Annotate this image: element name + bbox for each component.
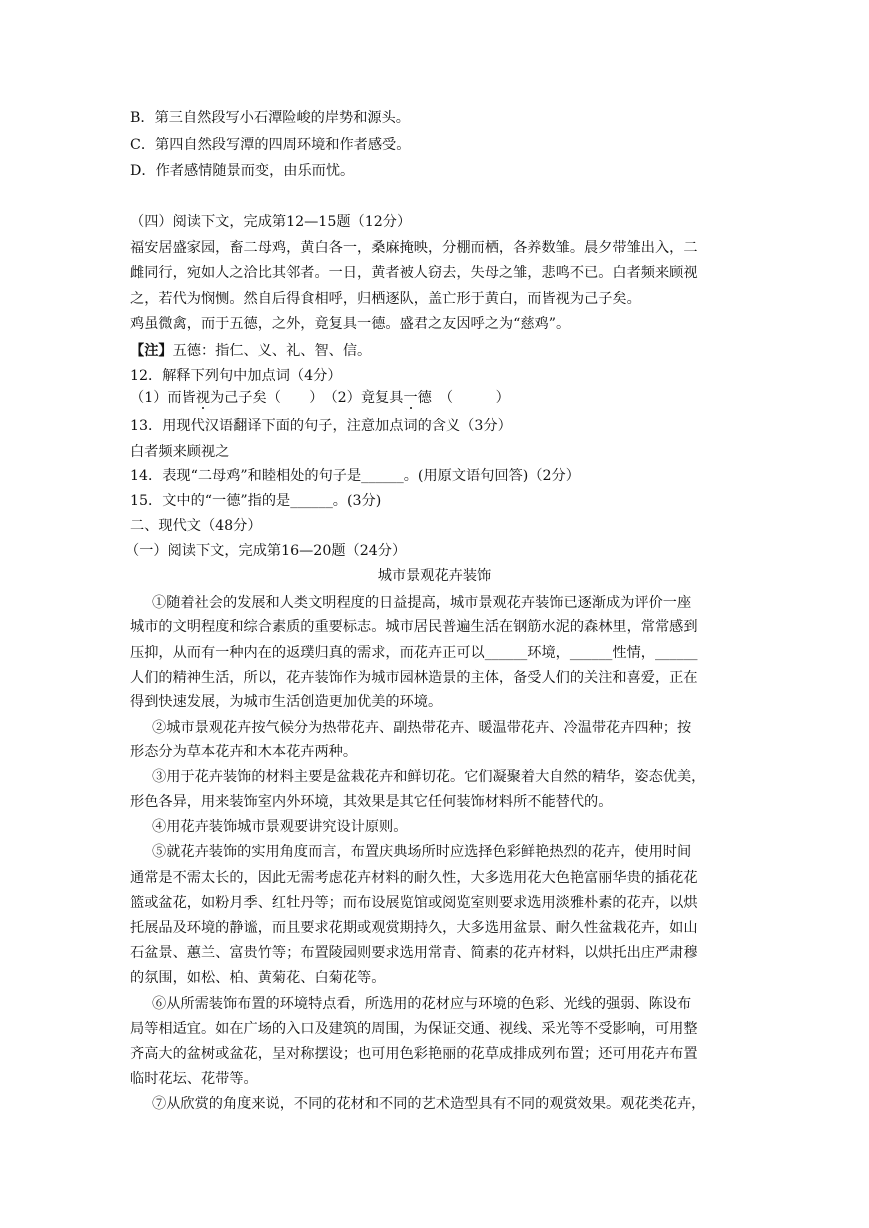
dotted-word-1: 视 [195,390,210,406]
article-line: 临时花坛、花带等。 [130,1071,258,1087]
article-line: ④用花卉装饰城市景观要讲究设计原则。 [152,819,408,835]
question-12: 12．解释下列句中加点词（4分） [130,368,342,384]
option-d: D．作者感情随景而变，由乐而忧。 [130,163,355,179]
section4-heading: （四）阅读下文，完成第12—15题（12分） [130,214,412,230]
note-label: 【注】 [130,343,173,359]
article-line: ②城市景观花卉按气候分为热带花卉、副热带花卉、暖温带花卉、冷温带花卉四种；按 [152,720,692,736]
question-13-sentence: 白者频来顾视之 [130,444,230,460]
passage-line: 雌同行，宛如人之洽比其邻者。一日，黄者被人窃去，失母之雏，悲鸣不已。白者频来顾视 [130,265,698,281]
article-line: 通常是不需太长的，因此无需考虑花卉材料的耐久性，大多选用花大色艳富丽华贵的插花花 [130,870,698,886]
q12-part: （1）而皆 [130,390,196,406]
article-line: 形态分为草本花卉和木本花卉两种。 [130,744,358,760]
article-line: 得到快速发展，为城市生活创造更加优美的环境。 [130,694,443,710]
q12-part: 德 （ ） [417,390,510,406]
article-line: 的氛围，如松、柏、黄菊花、白菊花等。 [130,970,386,986]
passage-line: 鸡虽微禽，而于五德，之外，竟复具一德。盛君之友因呼之为“慈鸡”。 [130,316,571,332]
part2-sub1: （一）阅读下文，完成第16—20题（24分） [125,543,407,559]
article-line: 齐高大的盆树或盆花，呈对称摆设；也可用色彩艳丽的花草成排成列布置；还可用花卉布置 [130,1046,698,1062]
q12-part: 为己子矣（ ） （2）竟复具 [209,390,404,406]
article-line: ⑤就花卉装饰的实用角度而言，布置庆典场所时应选择色彩鲜艳热烈的花卉，使用时间 [152,844,692,860]
article-line: ①随着社会的发展和人类文明程度的日益提高，城市景观花卉装饰已逐渐成为评价一座 [152,595,692,611]
note [130,341,869,361]
article-line: ⑥从所需装饰布置的环境特点看，所选用的花材应与环境的色彩、光线的强弱、陈设布 [152,996,692,1012]
question-14: 14．表现“二母鸡”和睦相处的句子是______。(用原文语句回答)（2分） [130,468,580,484]
option-b: B．第三自然段写小石潭险峻的岸势和源头。 [130,110,410,126]
article-line: 形色各异，用来装饰室内外环境，其效果是其它任何装饰材料所不能替代的。 [130,794,613,810]
note-text: 五德：指仁、义、礼、智、信。 [172,343,372,359]
dotted-word-2: 一 [403,390,418,406]
article-line: 篮或盆花，如粉月季、红牡丹等；而布设展览馆或阅览室则要求选用淡雅朴素的花卉，以烘 [130,895,698,911]
question-13: 13．用现代汉语翻译下面的句子，注意加点词的含义（3分） [130,418,512,434]
article-title: 城市景观花卉装饰 [377,568,492,584]
question-12-items [130,388,869,408]
article-line: 石盆景、蕙兰、富贵竹等；布置陵园则要求选用常青、简素的花卉材料，以烘托出庄严肃穆 [130,945,698,961]
article-line: 局等相适宜。如在广场的入口及建筑的周围，为保证交通、视线、采光等不受影响，可用整 [130,1021,698,1037]
part2-heading: 二、现代文（48分） [130,518,262,534]
question-15: 15．文中的“一德”指的是______。(3分) [130,493,382,509]
article-line: 压抑，从而有一种内在的返璞归真的需求，而花卉正可以______环境，______性情，______ [130,645,698,661]
article-line: 托展品及环境的静谧，而且要求花期或观赏期持久，大多选用盆景、耐久性盆栽花卉，如山 [130,920,698,936]
passage-line: 福安居盛家园，畜二母鸡，黄白各一，桑麻掩映，分棚而栖，各养数雏。晨夕带雏出入，二 [130,240,698,256]
article-line: 城市的文明程度和综合素质的重要标志。城市居民普遍生活在钢筋水泥的森林里，常常感到 [130,619,698,635]
option-c: C．第四自然段写潭的四周环境和作者感受。 [130,137,411,153]
article-line: ⑦从欣赏的角度来说，不同的花材和不同的艺术造型具有不同的观赏效果。观花类花卉， [152,1096,706,1112]
passage-line: 之，若代为悯恻。然自后得食相呼，归栖逐队，盖亡形于黄白，而皆视为己子矣。 [130,291,641,307]
article-line: ③用于花卉装饰的材料主要是盆栽花卉和鲜切花。它们凝聚着大自然的精华，姿态优美， [152,769,706,785]
article-line: 人们的精神生活，所以，花卉装饰作为城市园林造景的主体，备受人们的关注和喜爱，正在 [130,670,698,686]
